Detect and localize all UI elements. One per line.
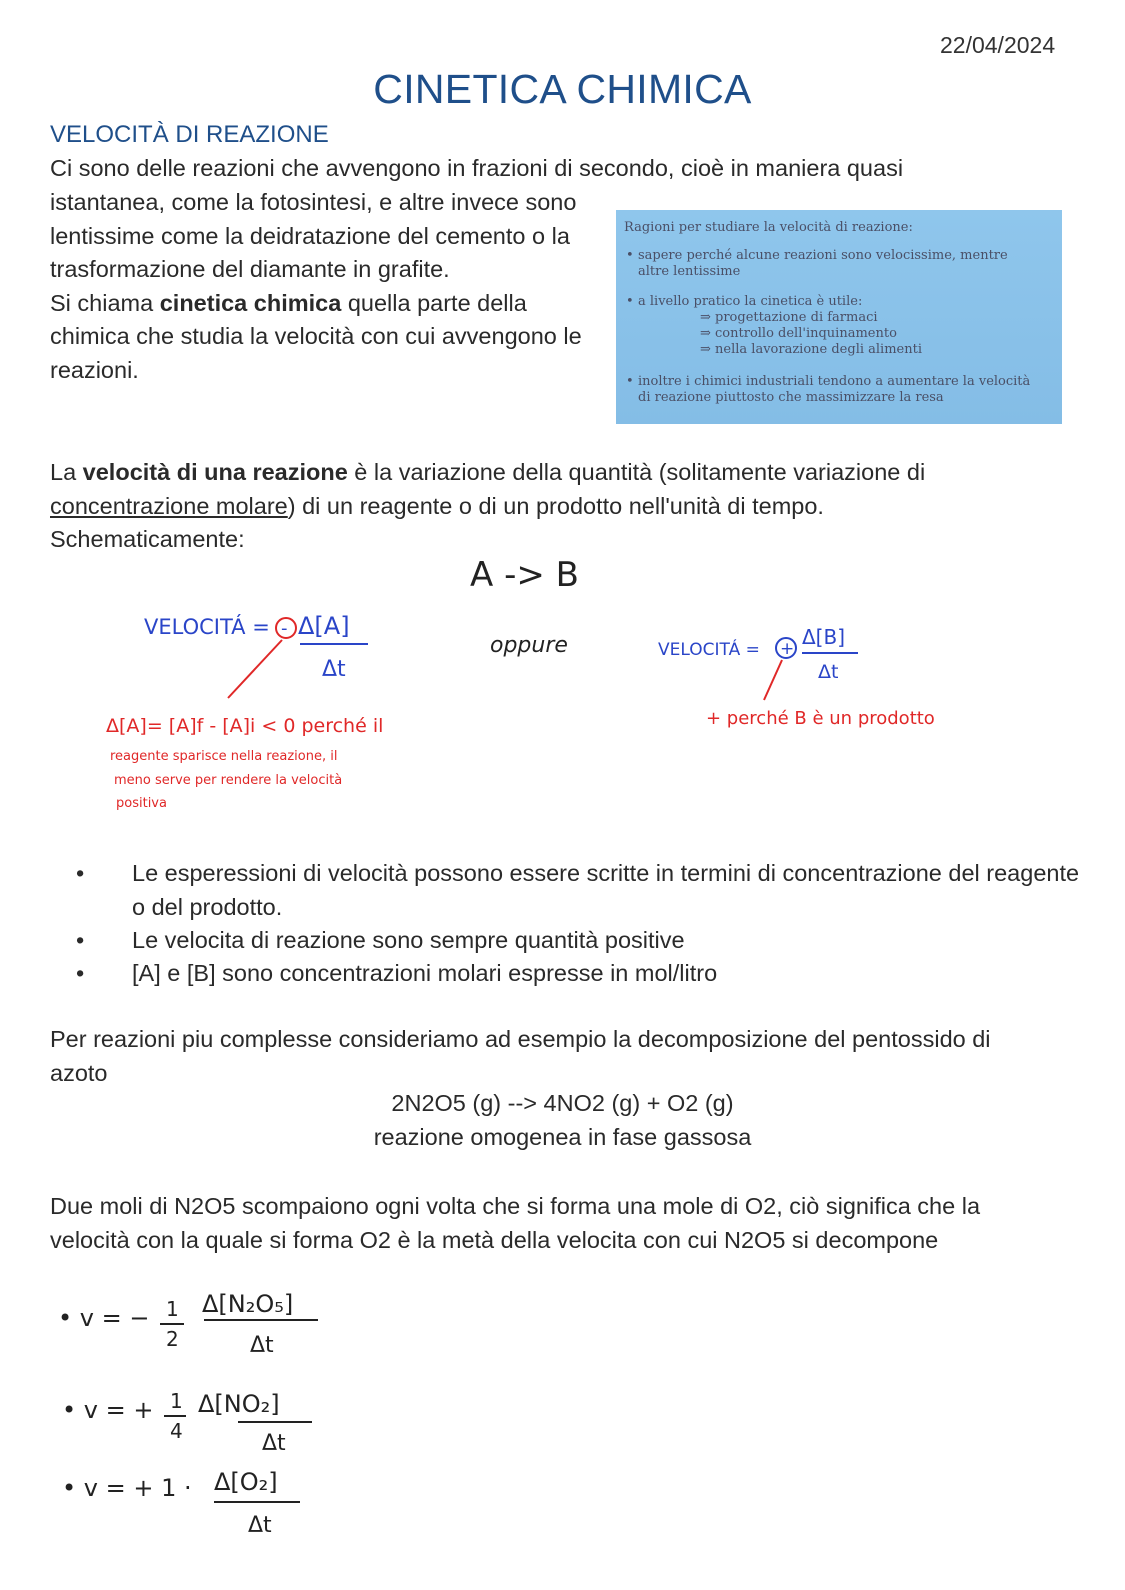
- explanation-line-2: velocità con la quale si forma O2 è la metà della velocita con cui N2O5 si decompone: [50, 1226, 939, 1253]
- handwritten-notes: [0, 550, 1125, 830]
- denominator-left: Δt: [322, 657, 346, 682]
- note-left-2: reagente sparisce nella reazione, il: [110, 749, 338, 764]
- formula-2-coef-num: 1: [170, 1389, 183, 1413]
- intro-text-b2: quella parte della chimica che studia la velocità con cui avvengono le reazioni.: [50, 289, 582, 383]
- bullet-2-text: Le velocita di reazione sono sempre quantità positive: [132, 927, 685, 953]
- slide-sub-2: ⇒ controllo dell'inquinamento: [700, 326, 897, 341]
- numerator-right: Δ[B]: [802, 625, 846, 649]
- slide-bullet-3: • inoltre i chimici industriali tendono a aumentare la velocità di reazione piuttosto che massimizzare la resa: [638, 374, 1038, 406]
- intro-line-1: Ci sono delle reazioni che avvengono in frazioni di secondo, cioè in maniera quasi: [50, 155, 904, 181]
- def-pre: La: [50, 459, 83, 485]
- numerator-left: Δ[A]: [298, 612, 350, 640]
- formula-3-frac-den: Δt: [248, 1513, 272, 1538]
- bullet-1: [50, 857, 1080, 920]
- bullet-1-text: Le esperessioni di velocità possono essere scritte in termini di concentrazione del reagente o del prodotto.: [132, 860, 1080, 920]
- def-underlined: concentrazione molare: [50, 492, 288, 519]
- note-left-4: positiva: [116, 796, 167, 811]
- bullet-dot: •: [76, 927, 85, 953]
- oppure-label: oppure: [490, 633, 568, 658]
- formula-3-frac-num: Δ[O₂]: [214, 1468, 278, 1496]
- plus-sign: +: [780, 639, 795, 659]
- slide-heading: Ragioni per studiare la velocità di reazione:: [624, 220, 913, 235]
- minus-sign: -: [281, 618, 288, 639]
- equation-note: reazione omogenea in fase gassosa: [373, 1124, 752, 1150]
- formula-2-frac-den: Δt: [262, 1431, 286, 1456]
- complex-line-2: azoto: [50, 1059, 108, 1086]
- complex-paragraph: [50, 1023, 1090, 1090]
- date: 22/04/2024: [940, 32, 1056, 58]
- reaction-a-to-b: A -> B: [470, 555, 579, 595]
- slide-bullet-2: • a livello pratico la cinetica è utile:: [638, 294, 1038, 310]
- formula-3-lhs: • v = + 1 ·: [62, 1474, 192, 1502]
- formula-1-frac-den: Δt: [250, 1333, 274, 1358]
- def-bold: velocità di una reazione: [82, 459, 348, 485]
- velocity-right-label: VELOCITÁ =: [658, 640, 760, 660]
- pointer-line-right: [764, 660, 782, 700]
- intro-paragraph: [50, 186, 610, 387]
- formula-1-coef-num: 1: [166, 1297, 179, 1321]
- denominator-right: Δt: [818, 661, 839, 683]
- slide-image: [616, 210, 1062, 424]
- intro-text-b1: Si chiama: [50, 289, 160, 316]
- section-title: VELOCITÀ DI REAZIONE: [50, 121, 329, 148]
- equation: 2N2O5 (g) --> 4NO2 (g) + O2 (g): [391, 1090, 734, 1116]
- complex-line-1: Per reazioni piu complesse consideriamo ad esempio la decomposizione del pentossido di: [50, 1026, 991, 1052]
- bullet-dot: •: [76, 960, 85, 986]
- formula-2-lhs: • v = +: [62, 1396, 154, 1424]
- slide-sub-1: ⇒ progettazione di farmaci: [700, 310, 878, 325]
- velocity-left-label: VELOCITÁ =: [144, 615, 270, 639]
- pointer-line-left: [228, 640, 282, 698]
- bullet-3-text: [A] e [B] sono concentrazioni molari espresse in mol/litro: [132, 960, 718, 986]
- intro-text-a: istantanea, come la fotosintesi, e altre invece sono lentissime come la deidratazione del cemento o la trasformazione del diamante in grafite.: [50, 189, 577, 282]
- formula-1-lhs: • v = −: [58, 1304, 150, 1332]
- formula-1-coef-den: 2: [166, 1327, 179, 1351]
- formula-2-frac-num: Δ[NO₂]: [198, 1390, 280, 1418]
- intro-bold: cinetica chimica: [159, 289, 342, 316]
- rate-formulas: [0, 1280, 600, 1560]
- definition-paragraph: [50, 456, 1070, 557]
- explanation-line-1: Due moli di N2O5 scompaiono ogni volta che si forma una mole di O2, ciò significa che la: [50, 1193, 981, 1219]
- note-left-3: meno serve per rendere la velocità: [114, 773, 343, 788]
- note-left-1: Δ[A]= [A]f - [A]i < 0 perché il: [106, 715, 384, 737]
- formula-2-coef-den: 4: [170, 1419, 183, 1443]
- def-line3: Schematicamente:: [50, 526, 245, 552]
- formula-1-frac-num: Δ[N₂O₅]: [202, 1290, 294, 1318]
- def-post: ) di un reagente o di un prodotto nell'unità di tempo.: [287, 492, 824, 519]
- slide-sub-3: ⇒ nella lavorazione degli alimenti: [700, 342, 922, 357]
- note-right: + perché B è un prodotto: [706, 708, 935, 729]
- def-mid: è la variazione della quantità (solitamente variazione di: [347, 459, 926, 485]
- explanation-paragraph: [50, 1190, 1090, 1257]
- bullet-3: [50, 957, 1070, 991]
- page-title: CINETICA CHIMICA: [373, 66, 752, 112]
- slide-bullet-1: • sapere perché alcune reazioni sono velocissime, mentre altre lentissime: [638, 248, 1038, 280]
- bullet-2: [50, 924, 1070, 958]
- bullet-dot: •: [76, 860, 85, 886]
